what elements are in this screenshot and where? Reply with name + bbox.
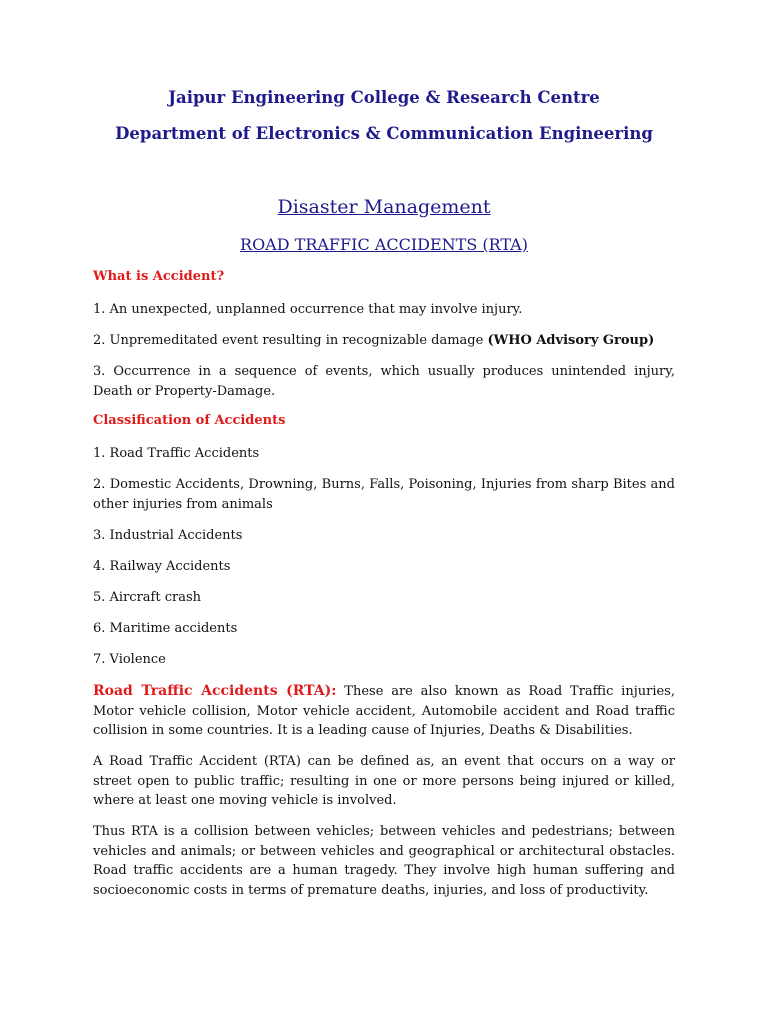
item-text: 3. Occurrence in a sequence of events, which usually produces unintended injury, Death or Property-Damage. <box>93 364 675 399</box>
classification-item: 7. Violence <box>93 652 166 667</box>
page-subtitle: ROAD TRAFFIC ACCIDENTS (RTA) <box>240 235 528 254</box>
rta-intro-paragraph <box>93 682 675 741</box>
rta-intro-text: These are also known as Road Traffic injuries, Motor vehicle collision, Motor vehicle accident, Automobile accident and Road traffic collision in some countries. It is a leading cause of Injuries, Deaths & Disabilities. <box>93 684 675 738</box>
classification-item: 4. Railway Accidents <box>93 559 231 574</box>
classification-item: 6. Maritime accidents <box>93 621 238 636</box>
accident-definition-item <box>93 362 675 401</box>
classification-item: 2. Domestic Accidents, Drowning, Burns, Falls, Poisoning, Injuries from sharp Bites and other injuries from animals <box>93 477 675 512</box>
rta-definition-paragraph: A Road Traffic Accident (RTA) can be defined as, an event that occurs on a way or street open to public traffic; resulting in one or more persons being injured or killed, where at least one moving vehicle is involved. <box>93 754 675 808</box>
item-text: 2. Unpremeditated event resulting in recognizable damage <box>93 333 488 348</box>
rta-summary-paragraph: Thus RTA is a collision between vehicles; between vehicles and pedestrians; between vehicles and animals; or between vehicles and geographical or architectural obstacles. Road traffic accidents are a human tragedy. They involve high human suffering and socioeconomic costs in terms of premature deaths, injuries, and loss of productivity. <box>93 824 675 898</box>
classification-heading: Classification of Accidents <box>93 413 286 428</box>
college-name: Jaipur Engineering College & Research Centre <box>168 88 600 107</box>
accident-definition-item <box>93 300 675 320</box>
department-name: Department of Electronics & Communication Engineering <box>115 124 653 143</box>
what-is-accident-heading: What is Accident? <box>93 269 225 284</box>
classification-item: 3. Industrial Accidents <box>93 528 243 543</box>
classification-item: 1. Road Traffic Accidents <box>93 446 260 461</box>
item-source: (WHO Advisory Group) <box>487 333 655 348</box>
rta-lead: Road Traffic Accidents (RTA): <box>93 683 337 699</box>
page-title: Disaster Management <box>277 196 491 218</box>
classification-item: 5. Aircraft crash <box>93 590 201 605</box>
accident-definition-item <box>93 331 675 351</box>
item-text: 1. An unexpected, unplanned occurrence that may involve injury. <box>93 302 523 317</box>
